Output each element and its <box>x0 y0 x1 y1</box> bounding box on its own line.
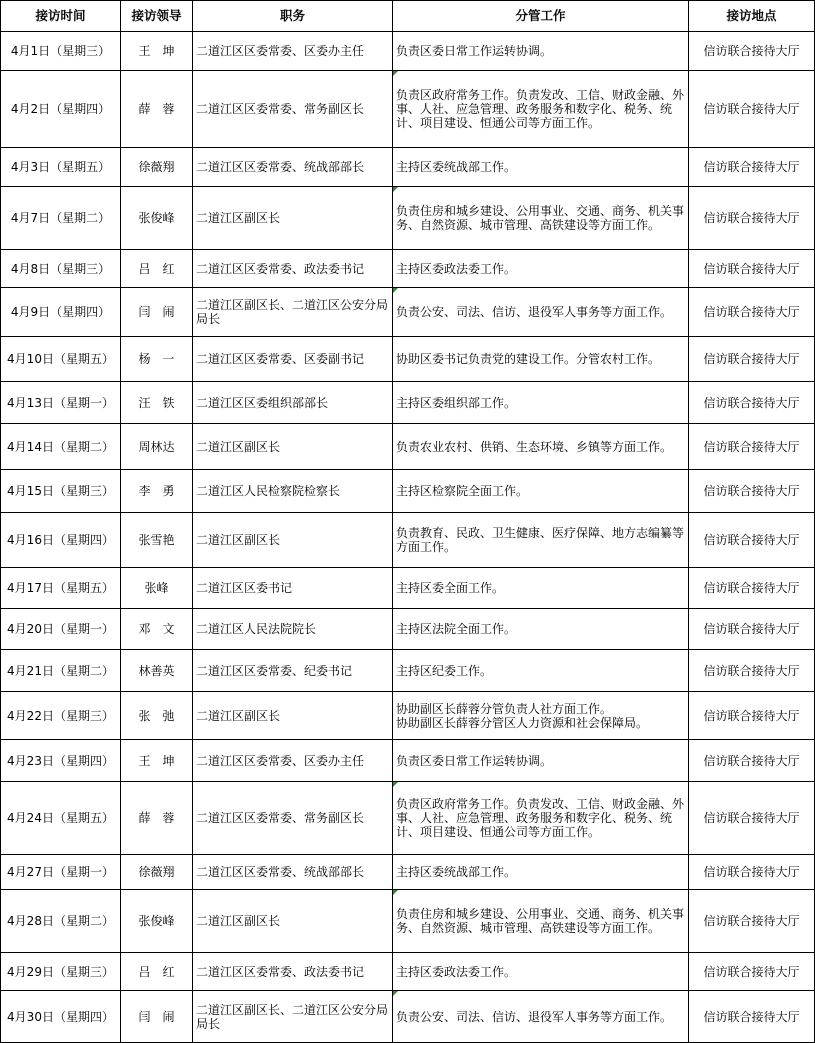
row-position: 二道江区区委组织部部长 <box>193 382 393 424</box>
row-place: 信访联合接待大厅 <box>689 890 815 953</box>
table-row <box>1 991 815 1043</box>
table-row <box>1 513 815 568</box>
table-row <box>1 650 815 692</box>
row-place: 信访联合接待大厅 <box>689 288 815 337</box>
row-date: 4月20日（星期一） <box>1 609 121 650</box>
row-date: 4月27日（星期一） <box>1 855 121 890</box>
row-position: 二道江区区委常委、政法委书记 <box>193 953 393 991</box>
table-row <box>1 470 815 513</box>
row-position: 二道江区副区长、二道江区公安分局局长 <box>193 288 393 337</box>
table-row <box>1 32 815 71</box>
table-row <box>1 890 815 953</box>
row-leader: 薛 蓉 <box>121 782 193 855</box>
table-row <box>1 382 815 424</box>
table-row <box>1 740 815 782</box>
row-place: 信访联合接待大厅 <box>689 71 815 148</box>
row-position: 二道江区副区长 <box>193 890 393 953</box>
row-leader: 汪 铁 <box>121 382 193 424</box>
row-date: 4月13日（星期一） <box>1 382 121 424</box>
row-leader: 徐薇翔 <box>121 148 193 187</box>
row-leader: 张俊峰 <box>121 890 193 953</box>
row-position: 二道江区人民检察院检察长 <box>193 470 393 513</box>
row-leader: 徐薇翔 <box>121 855 193 890</box>
row-work: 主持区委统战部工作。 <box>393 148 689 187</box>
row-date: 4月3日（星期五） <box>1 148 121 187</box>
row-position: 二道江区区委书记 <box>193 568 393 609</box>
row-date: 4月10日（星期五） <box>1 337 121 382</box>
row-position: 二道江区区委常委、统战部部长 <box>193 855 393 890</box>
table-row <box>1 953 815 991</box>
row-position: 二道江区区委常委、统战部部长 <box>193 148 393 187</box>
row-place: 信访联合接待大厅 <box>689 32 815 71</box>
row-place: 信访联合接待大厅 <box>689 991 815 1043</box>
row-work: 负责公安、司法、信访、退役军人事务等方面工作。 <box>393 288 689 337</box>
row-work: 主持区委组织部工作。 <box>393 382 689 424</box>
row-place: 信访联合接待大厅 <box>689 568 815 609</box>
table-row <box>1 424 815 470</box>
row-date: 4月17日（星期五） <box>1 568 121 609</box>
row-place: 信访联合接待大厅 <box>689 513 815 568</box>
row-leader: 王 坤 <box>121 740 193 782</box>
row-place: 信访联合接待大厅 <box>689 650 815 692</box>
row-date: 4月28日（星期二） <box>1 890 121 953</box>
row-work: 负责区政府常务工作。负责发改、工信、财政金融、外事、人社、应急管理、政务服务和数字化、税务、统计、项目建设、恒通公司等方面工作。 <box>393 782 689 855</box>
row-work: 协助区委书记负责党的建设工作。分管农村工作。 <box>393 337 689 382</box>
row-position: 二道江区区委常委、纪委书记 <box>193 650 393 692</box>
table-row <box>1 148 815 187</box>
header-place: 接访地点 <box>689 1 815 32</box>
row-date: 4月21日（星期二） <box>1 650 121 692</box>
row-leader: 杨 一 <box>121 337 193 382</box>
table-row <box>1 855 815 890</box>
row-work: 主持区法院全面工作。 <box>393 609 689 650</box>
row-date: 4月24日（星期五） <box>1 782 121 855</box>
table-row <box>1 782 815 855</box>
row-date: 4月23日（星期四） <box>1 740 121 782</box>
header-work: 分管工作 <box>393 1 689 32</box>
table-row <box>1 288 815 337</box>
row-place: 信访联合接待大厅 <box>689 855 815 890</box>
header-leader: 接访领导 <box>121 1 193 32</box>
row-position: 二道江区副区长 <box>193 424 393 470</box>
row-work: 负责区政府常务工作。负责发改、工信、财政金融、外事、人社、应急管理、政务服务和数字化、税务、统计、项目建设、恒通公司等方面工作。 <box>393 71 689 148</box>
row-date: 4月1日（星期三） <box>1 32 121 71</box>
row-position: 二道江区区委常委、区委办主任 <box>193 32 393 71</box>
row-position: 二道江区区委常委、常务副区长 <box>193 782 393 855</box>
row-position: 二道江区副区长 <box>193 692 393 740</box>
row-leader: 薛 蓉 <box>121 71 193 148</box>
row-place: 信访联合接待大厅 <box>689 337 815 382</box>
row-work: 负责住房和城乡建设、公用事业、交通、商务、机关事务、自然资源、城市管理、高铁建设等方面工作。 <box>393 187 689 250</box>
row-date: 4月15日（星期三） <box>1 470 121 513</box>
row-position: 二道江区区委常委、政法委书记 <box>193 250 393 288</box>
row-work: 负责区委日常工作运转协调。 <box>393 32 689 71</box>
row-date: 4月22日（星期三） <box>1 692 121 740</box>
header-row <box>1 1 815 32</box>
row-leader: 吕 红 <box>121 250 193 288</box>
row-place: 信访联合接待大厅 <box>689 692 815 740</box>
row-leader: 张雪艳 <box>121 513 193 568</box>
row-leader: 邓 文 <box>121 609 193 650</box>
row-place: 信访联合接待大厅 <box>689 609 815 650</box>
row-work: 协助副区长薛蓉分管负责人社方面工作。 协助副区长薛蓉分管区人力资源和社会保障局。 <box>393 692 689 740</box>
row-place: 信访联合接待大厅 <box>689 382 815 424</box>
row-leader: 李 勇 <box>121 470 193 513</box>
row-place: 信访联合接待大厅 <box>689 187 815 250</box>
row-leader: 吕 红 <box>121 953 193 991</box>
row-position: 二道江区副区长 <box>193 513 393 568</box>
table-row <box>1 609 815 650</box>
row-place: 信访联合接待大厅 <box>689 250 815 288</box>
row-work: 主持区委统战部工作。 <box>393 855 689 890</box>
table-row <box>1 337 815 382</box>
row-date: 4月9日（星期四） <box>1 288 121 337</box>
row-leader: 闫 闹 <box>121 991 193 1043</box>
row-leader: 张峰 <box>121 568 193 609</box>
row-leader: 周林达 <box>121 424 193 470</box>
header-date: 接访时间 <box>1 1 121 32</box>
table-row <box>1 250 815 288</box>
row-date: 4月2日（星期四） <box>1 71 121 148</box>
row-position: 二道江区区委常委、区委副书记 <box>193 337 393 382</box>
row-work: 主持区委全面工作。 <box>393 568 689 609</box>
row-place: 信访联合接待大厅 <box>689 953 815 991</box>
row-leader: 张 弛 <box>121 692 193 740</box>
row-place: 信访联合接待大厅 <box>689 740 815 782</box>
row-work: 负责农业农村、供销、生态环境、乡镇等方面工作。 <box>393 424 689 470</box>
row-leader: 林善英 <box>121 650 193 692</box>
table-row <box>1 187 815 250</box>
row-position: 二道江区副区长 <box>193 187 393 250</box>
row-position: 二道江区区委常委、区委办主任 <box>193 740 393 782</box>
row-work: 主持区检察院全面工作。 <box>393 470 689 513</box>
header-position: 职务 <box>193 1 393 32</box>
row-work: 主持区委政法委工作。 <box>393 250 689 288</box>
row-work: 负责区委日常工作运转协调。 <box>393 740 689 782</box>
table-row <box>1 71 815 148</box>
row-work: 主持区委政法委工作。 <box>393 953 689 991</box>
row-work: 负责教育、民政、卫生健康、医疗保障、地方志编纂等方面工作。 <box>393 513 689 568</box>
row-date: 4月7日（星期二） <box>1 187 121 250</box>
row-date: 4月29日（星期三） <box>1 953 121 991</box>
row-leader: 张俊峰 <box>121 187 193 250</box>
row-date: 4月8日（星期三） <box>1 250 121 288</box>
row-place: 信访联合接待大厅 <box>689 782 815 855</box>
row-position: 二道江区副区长、二道江区公安分局局长 <box>193 991 393 1043</box>
row-date: 4月14日（星期二） <box>1 424 121 470</box>
row-leader: 王 坤 <box>121 32 193 71</box>
row-leader: 闫 闹 <box>121 288 193 337</box>
table-row <box>1 692 815 740</box>
row-position: 二道江区人民法院院长 <box>193 609 393 650</box>
table-row <box>1 568 815 609</box>
row-work: 负责公安、司法、信访、退役军人事务等方面工作。 <box>393 991 689 1043</box>
row-work: 负责住房和城乡建设、公用事业、交通、商务、机关事务、自然资源、城市管理、高铁建设等方面工作。 <box>393 890 689 953</box>
row-position: 二道江区区委常委、常务副区长 <box>193 71 393 148</box>
row-place: 信访联合接待大厅 <box>689 148 815 187</box>
row-work: 主持区纪委工作。 <box>393 650 689 692</box>
row-date: 4月30日（星期四） <box>1 991 121 1043</box>
row-place: 信访联合接待大厅 <box>689 470 815 513</box>
row-place: 信访联合接待大厅 <box>689 424 815 470</box>
row-date: 4月16日（星期四） <box>1 513 121 568</box>
